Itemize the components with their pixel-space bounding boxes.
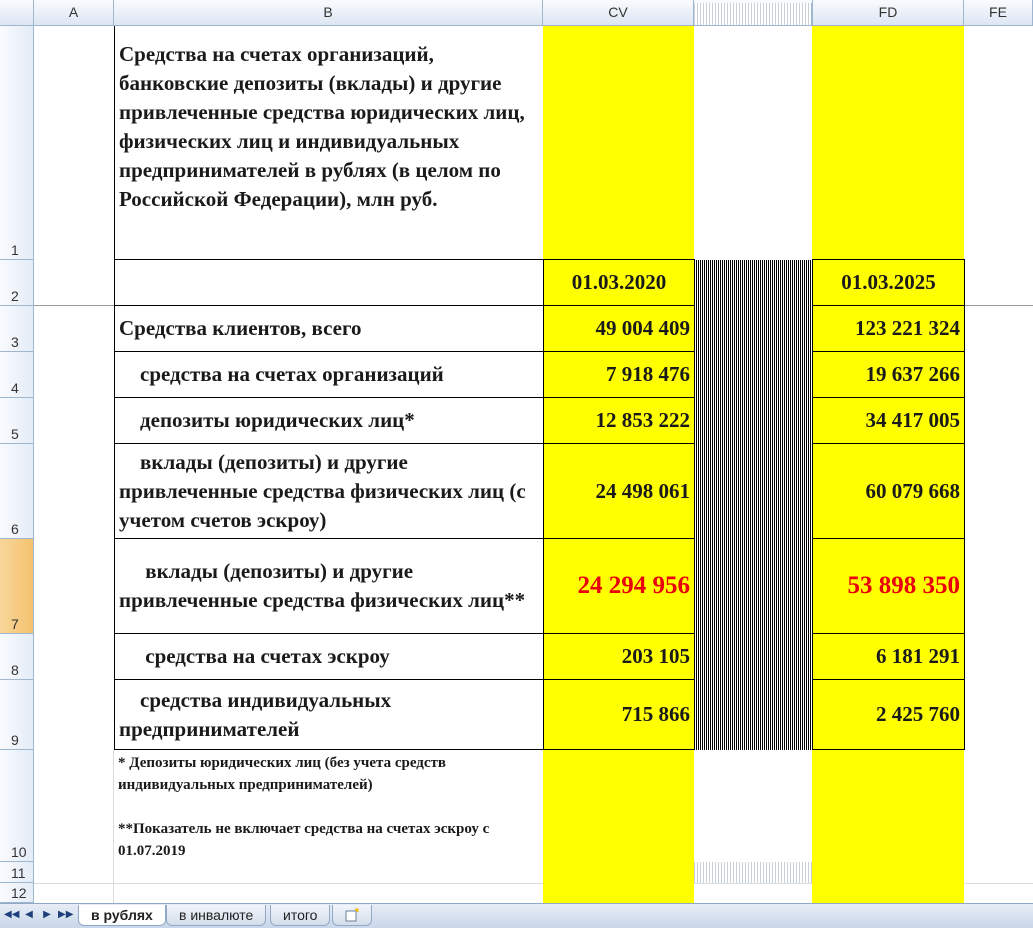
select-all-corner[interactable] bbox=[0, 0, 34, 25]
column-header-fe[interactable]: FE bbox=[964, 0, 1033, 25]
row-header-11[interactable]: 11 bbox=[0, 862, 34, 883]
column-header-fd[interactable]: FD bbox=[812, 0, 964, 25]
table-title[interactable]: Средства на счетах организаций, банковские депозиты (вклады) и другие привлеченные средства юридических лиц, физических лиц и индивидуальных предпринимателей в рублях (в целом по Российской Федерации), млн руб. bbox=[114, 26, 542, 259]
row-header-10[interactable]: 10 bbox=[0, 750, 34, 862]
tab-foreign-currency[interactable]: в инвалюте bbox=[166, 905, 266, 926]
row-header-7[interactable]: 7 bbox=[0, 539, 34, 634]
value-fd-legal-deposits[interactable]: 34 417 005 bbox=[812, 397, 965, 444]
value-cv-org-accounts[interactable]: 7 918 476 bbox=[543, 351, 695, 398]
value-fd-escrow[interactable]: 6 181 291 bbox=[812, 633, 965, 680]
value-fd-org-accounts[interactable]: 19 637 266 bbox=[812, 351, 965, 398]
value-fd-individual-deposits[interactable]: 53 898 350 bbox=[812, 538, 965, 634]
column-header-a[interactable]: A bbox=[34, 0, 114, 25]
row-header-3[interactable]: 3 bbox=[0, 306, 34, 352]
tab-total[interactable]: итого bbox=[270, 905, 330, 926]
row-header-12[interactable]: 12 bbox=[0, 883, 34, 903]
row-header-6[interactable]: 6 bbox=[0, 444, 34, 539]
value-fd-entrepreneurs[interactable]: 2 425 760 bbox=[812, 679, 965, 750]
next-sheet-icon[interactable]: ▶ bbox=[43, 909, 51, 920]
hidden-columns-fill bbox=[694, 260, 812, 750]
hidden-columns-fill-faint bbox=[694, 862, 812, 883]
row-label-legal-deposits[interactable]: депозиты юридических лиц* bbox=[114, 397, 544, 444]
tab-rubles[interactable]: в рублях bbox=[78, 905, 166, 926]
column-header-cv[interactable]: CV bbox=[543, 0, 694, 25]
hidden-columns-marker bbox=[694, 3, 812, 25]
row-label-individual-deposits[interactable]: вклады (депозиты) и другие привлеченные средства физических лиц** bbox=[114, 538, 544, 634]
date-header-fd[interactable]: 01.03.2025 bbox=[812, 259, 965, 306]
prev-sheet-icon[interactable]: ◀ bbox=[25, 909, 33, 920]
insert-sheet-button[interactable] bbox=[332, 905, 372, 926]
row-header-2[interactable]: 2 bbox=[0, 260, 34, 306]
row-header-8[interactable]: 8 bbox=[0, 634, 34, 680]
row-header-1[interactable]: 1 bbox=[0, 26, 34, 260]
value-cv-individual-deposits[interactable]: 24 294 956 bbox=[543, 538, 695, 634]
value-cv-legal-deposits[interactable]: 12 853 222 bbox=[543, 397, 695, 444]
sheet-tab-bar bbox=[0, 903, 1033, 928]
cell-b2[interactable] bbox=[114, 259, 544, 306]
date-header-cv[interactable]: 01.03.2020 bbox=[543, 259, 695, 306]
first-sheet-icon[interactable]: ◀◀ bbox=[4, 909, 20, 920]
last-sheet-icon[interactable]: ▶▶ bbox=[58, 909, 74, 920]
row-label-total[interactable]: Средства клиентов, всего bbox=[114, 305, 544, 352]
column-header-bar bbox=[0, 0, 1033, 26]
row-label-entrepreneurs[interactable]: средства индивидуальных предпринимателей bbox=[114, 679, 544, 750]
footnote-legal-entities[interactable]: * Депозиты юридических лиц (без учета средств индивидуальных предпринимателей) bbox=[118, 755, 447, 793]
value-fd-individual-with-escrow[interactable]: 60 079 668 bbox=[812, 443, 965, 539]
value-cv-entrepreneurs[interactable]: 715 866 bbox=[543, 679, 695, 750]
row-header-9[interactable]: 9 bbox=[0, 680, 34, 750]
row-label-individual-with-escrow[interactable]: вклады (депозиты) и другие привлеченные средства физических лиц (с учетом счетов эскроу) bbox=[114, 443, 544, 539]
column-header-b[interactable]: B bbox=[114, 0, 543, 25]
row-label-org-accounts[interactable]: средства на счетах организаций bbox=[114, 351, 544, 398]
value-cv-individual-with-escrow[interactable]: 24 498 061 bbox=[543, 443, 695, 539]
value-cv-escrow[interactable]: 203 105 bbox=[543, 633, 695, 680]
value-fd-total[interactable]: 123 221 324 bbox=[812, 305, 965, 352]
row-header-5[interactable]: 5 bbox=[0, 398, 34, 444]
footnote-escrow[interactable]: **Показатель не включает средства на счетах эскроу с 01.07.2019 bbox=[118, 821, 490, 859]
row-header-4[interactable]: 4 bbox=[0, 352, 34, 398]
value-cv-total[interactable]: 49 004 409 bbox=[543, 305, 695, 352]
row-label-escrow[interactable]: средства на счетах эскроу bbox=[114, 633, 544, 680]
new-sheet-icon bbox=[344, 908, 360, 922]
